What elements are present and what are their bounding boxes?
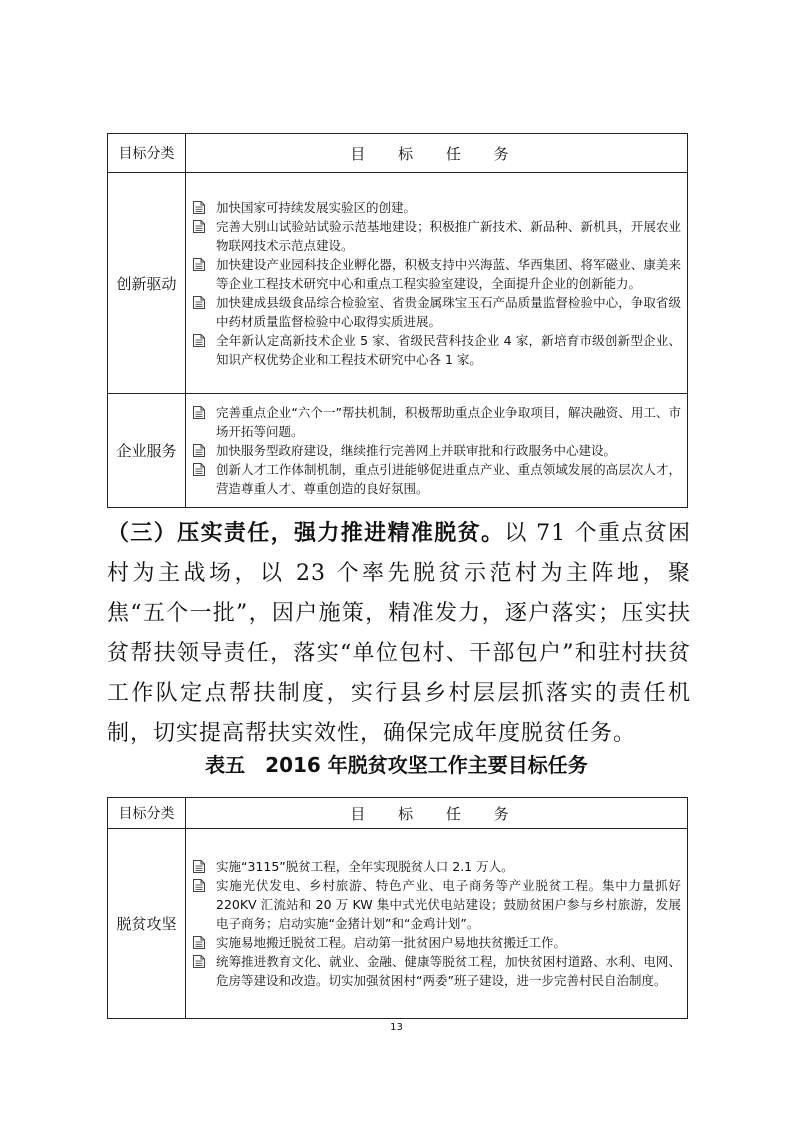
- row-category: 创新驱动: [108, 173, 186, 394]
- item-text: 完善大别山试验站试验示范基地建设；积极推广新技术、新品种、新机具，开展农业物联网技术示范点建设。: [216, 218, 681, 253]
- row-category: 脱贫攻坚: [108, 829, 186, 1019]
- item-text: 创新人才工作体制机制，重点引进能够促进重点产业、重点领域发展的高层次人才，营造尊重人才、尊重创造的良好氛围。: [216, 462, 681, 496]
- item-text: 实施光伏发电、乡村旅游、特色产业、电子商务等产业脱贫工程。集中力量抓好 220KV 汇流站和 20 万 KW 集中式光伏电站建设；鼓励贫困户参与乡村旅游，发展电子商务；启动实施“金猪计划”和“金鸡计划”。: [216, 878, 681, 931]
- document-icon: [192, 859, 208, 874]
- item-text: 统筹推进教育文化、就业、金融、健康等脱贫工程，加快贫困村道路、水利、电网、危房等建设和改造。切实加强贫困村“两委”班子建设，进一步完善村民自治制度。: [216, 954, 681, 988]
- body-paragraph: [107, 513, 691, 754]
- list-item: [192, 403, 681, 441]
- target-task-table-2: [107, 797, 688, 1019]
- document-icon: [192, 462, 208, 477]
- list-item: [192, 217, 681, 255]
- list-item: [192, 293, 681, 331]
- page-number: 13: [390, 1022, 403, 1033]
- item-text: 加快服务型政府建设，继续推行完善网上并联审批和行政服务中心建设。: [216, 443, 617, 458]
- category-header: 目标分类: [108, 134, 186, 173]
- item-text: 实施“3115”脱贫工程，全年实现脱贫人口 2.1 万人。: [216, 859, 514, 874]
- task-header: 目 标 任 务: [186, 798, 688, 829]
- item-text: 加快国家可持续发展实验区的创建。: [216, 199, 417, 215]
- document-icon: [192, 878, 208, 893]
- document-icon: [192, 935, 208, 950]
- document-icon: [192, 405, 208, 420]
- list-item: [192, 857, 681, 876]
- row-items: [186, 173, 688, 394]
- row-category: 企业服务: [108, 394, 186, 508]
- table-row: [108, 829, 688, 1019]
- row-items: [186, 829, 688, 1019]
- document-icon: [192, 200, 208, 215]
- category-header: 目标分类: [108, 798, 186, 829]
- row-items: [186, 394, 688, 508]
- document-icon: [192, 333, 208, 348]
- document-icon: [192, 443, 208, 458]
- table-row: [108, 173, 688, 394]
- task-header: 目 标 任 务: [186, 134, 688, 173]
- table-header-row: [108, 798, 688, 829]
- list-item: [192, 255, 681, 293]
- paragraph-text: 以 71 个重点贫困村为主战场，以 23 个率先脱贫示范村为主阵地，聚焦“五个一批”，因户施策，精准发力，逐户落实；压实扶贫帮扶领导责任，落实“单位包村、干部包户”和驻村扶贫工作队定点帮扶制度，实行县乡村层层抓落实的责任机制，切实提高帮扶实效性，确保完成年度脱贫任务。: [107, 521, 691, 746]
- paragraph-heading: （三）压实责任，强力推进精准脱贫。: [107, 520, 505, 546]
- document-icon: [192, 219, 208, 234]
- target-task-table-1: [107, 133, 688, 508]
- document-icon: [192, 257, 208, 272]
- table-caption: 表五 2016 年脱贫攻坚工作主要目标任务: [205, 753, 588, 777]
- list-item: [192, 331, 681, 369]
- list-item: [192, 198, 681, 217]
- item-text: 完善重点企业“六个一”帮扶机制，积极帮助重点企业争取项目，解决融资、用工、市场开拓等问题。: [216, 405, 681, 439]
- item-text: 加快建设产业园科技企业孵化器，积极支持中兴海蓝、华西集团、将军磁业、康美来等企业工程技术研究中心和重点工程实验室建设，全面提升企业的创新能力。: [216, 256, 681, 291]
- list-item: [192, 952, 681, 990]
- list-item: [192, 460, 681, 498]
- document-icon: [192, 954, 208, 969]
- table-header-row: [108, 134, 688, 173]
- list-item: [192, 876, 681, 933]
- table-row: [108, 394, 688, 508]
- item-text: 加快建成县级食品综合检验室、省贵金属珠宝玉石产品质量监督检验中心，争取省级中药材质量监督检验中心取得实质进展。: [216, 294, 681, 329]
- list-item: [192, 933, 681, 952]
- list-item: [192, 441, 681, 460]
- document-icon: [192, 295, 208, 310]
- item-text: 全年新认定高新技术企业 5 家、省级民营科技企业 4 家，新培育市级创新型企业、知识产权优势企业和工程技术研究中心各 1 家。: [216, 332, 681, 367]
- item-text: 实施易地搬迁脱贫工程。启动第一批贫困户易地扶贫搬迁工作。: [216, 935, 567, 950]
